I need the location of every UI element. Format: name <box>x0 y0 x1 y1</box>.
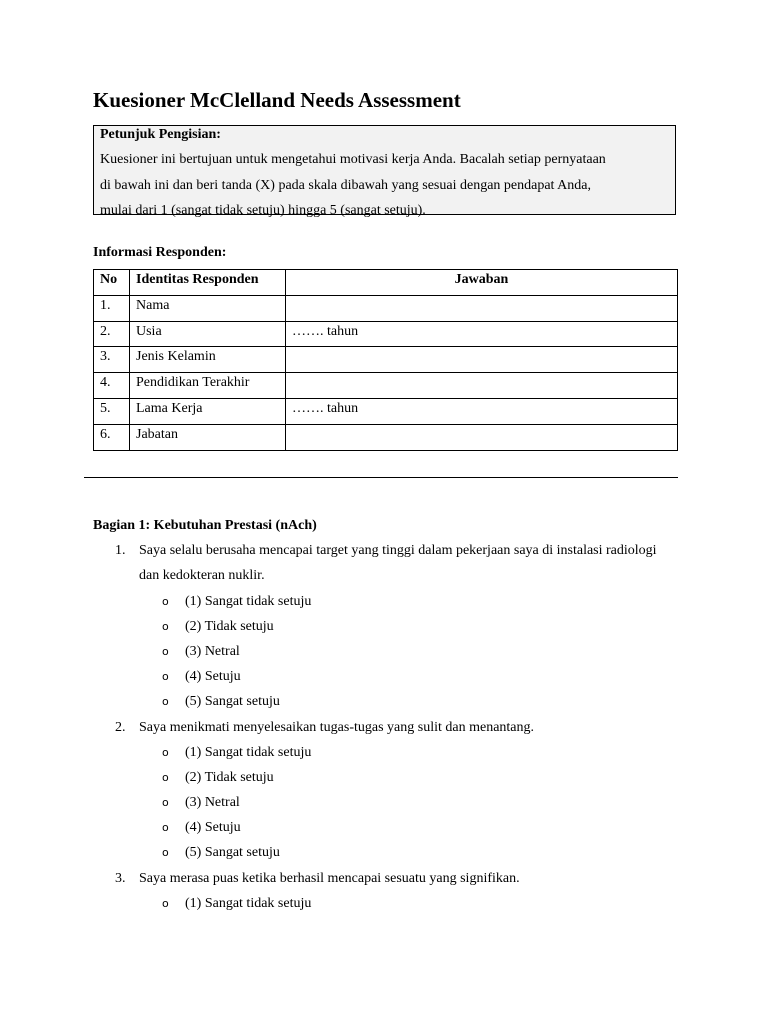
row-answer-cell[interactable]: ……. tahun <box>286 398 678 424</box>
answer-option[interactable] <box>162 843 280 862</box>
option-label: (1) Sangat tidak setuju <box>185 594 312 609</box>
row-field: Nama <box>130 295 286 321</box>
circle-bullet-icon: o <box>162 746 169 759</box>
option-label: (4) Setuju <box>185 820 241 835</box>
answer-option[interactable] <box>162 793 240 812</box>
section-heading: Bagian 1: Kebutuhan Prestasi (nAch) <box>93 518 317 533</box>
answer-option[interactable] <box>162 894 311 913</box>
answer-option[interactable] <box>162 592 311 611</box>
circle-bullet-icon: o <box>162 645 169 658</box>
answer-option[interactable] <box>162 768 274 787</box>
answer-option[interactable] <box>162 617 274 636</box>
circle-bullet-icon: o <box>162 846 169 859</box>
table-row <box>94 398 678 424</box>
question-text: Saya selalu berusaha mencapai target yang tinggi dalam pekerjaan saya di instalasi radiologi dan kedokteran nuklir. <box>139 543 657 583</box>
circle-bullet-icon: o <box>162 897 169 910</box>
answer-option[interactable] <box>162 667 241 686</box>
instruction-box <box>93 125 676 218</box>
option-label: (1) Sangat tidak setuju <box>185 896 312 911</box>
row-field: Lama Kerja <box>130 398 286 424</box>
option-label: (2) Tidak setuju <box>185 770 274 785</box>
document-title: Kuesioner McClelland Needs Assessment <box>93 88 461 112</box>
circle-bullet-icon: o <box>162 695 169 708</box>
row-answer-cell[interactable] <box>286 295 678 321</box>
table-row <box>94 295 678 321</box>
circle-bullet-icon: o <box>162 821 169 834</box>
row-answer-cell[interactable] <box>286 373 678 399</box>
circle-bullet-icon: o <box>162 771 169 784</box>
table-row <box>94 424 678 450</box>
question-number: 3. <box>115 871 126 886</box>
row-field: Usia <box>130 321 286 347</box>
row-number: 1. <box>94 295 130 321</box>
option-label: (3) Netral <box>185 795 240 810</box>
table-row <box>94 373 678 399</box>
question-text: Saya menikmati menyelesaikan tugas-tugas yang sulit dan menantang. <box>139 720 535 735</box>
row-answer-cell[interactable] <box>286 347 678 373</box>
row-number: 4. <box>94 373 130 399</box>
row-number: 2. <box>94 321 130 347</box>
option-label: (3) Netral <box>185 644 240 659</box>
option-label: (5) Sangat setuju <box>185 694 280 709</box>
answer-option[interactable] <box>162 692 280 711</box>
column-header-identity: Identitas Responden <box>130 270 286 296</box>
question-text: Saya merasa puas ketika berhasil mencapai sesuatu yang signifikan. <box>139 871 520 886</box>
row-answer-cell[interactable]: ……. tahun <box>286 321 678 347</box>
column-header-no: No <box>94 270 130 296</box>
row-field: Jenis Kelamin <box>130 347 286 373</box>
table-header-row <box>94 270 678 296</box>
circle-bullet-icon: o <box>162 670 169 683</box>
column-header-answer: Jawaban <box>286 270 678 296</box>
row-answer-cell[interactable] <box>286 424 678 450</box>
row-number: 3. <box>94 347 130 373</box>
respondent-heading: Informasi Responden: <box>93 245 227 260</box>
option-label: (4) Setuju <box>185 669 241 684</box>
option-label: (5) Sangat setuju <box>185 845 280 860</box>
question-number: 1. <box>115 543 126 558</box>
option-label: (2) Tidak setuju <box>185 619 274 634</box>
question-number: 2. <box>115 720 126 735</box>
answer-option[interactable] <box>162 743 311 762</box>
circle-bullet-icon: o <box>162 595 169 608</box>
table-row <box>94 347 678 373</box>
option-label: (1) Sangat tidak setuju <box>185 745 312 760</box>
row-field: Jabatan <box>130 424 286 450</box>
table-row <box>94 321 678 347</box>
circle-bullet-icon: o <box>162 620 169 633</box>
answer-option[interactable] <box>162 642 240 661</box>
instruction-line: di bawah ini dan beri tanda (X) pada skala dibawah yang sesuai dengan pendapat Anda, <box>100 178 591 193</box>
respondent-table <box>93 269 678 451</box>
circle-bullet-icon: o <box>162 796 169 809</box>
instruction-heading: Petunjuk Pengisian: <box>100 127 221 142</box>
row-field: Pendidikan Terakhir <box>130 373 286 399</box>
instruction-line: mulai dari 1 (sangat tidak setuju) hingga 5 (sangat setuju). <box>100 203 426 218</box>
answer-option[interactable] <box>162 818 241 837</box>
row-number: 6. <box>94 424 130 450</box>
row-number: 5. <box>94 398 130 424</box>
instruction-line: Kuesioner ini bertujuan untuk mengetahui motivasi kerja Anda. Bacalah setiap pernyataan <box>100 152 606 167</box>
horizontal-divider <box>84 477 678 478</box>
